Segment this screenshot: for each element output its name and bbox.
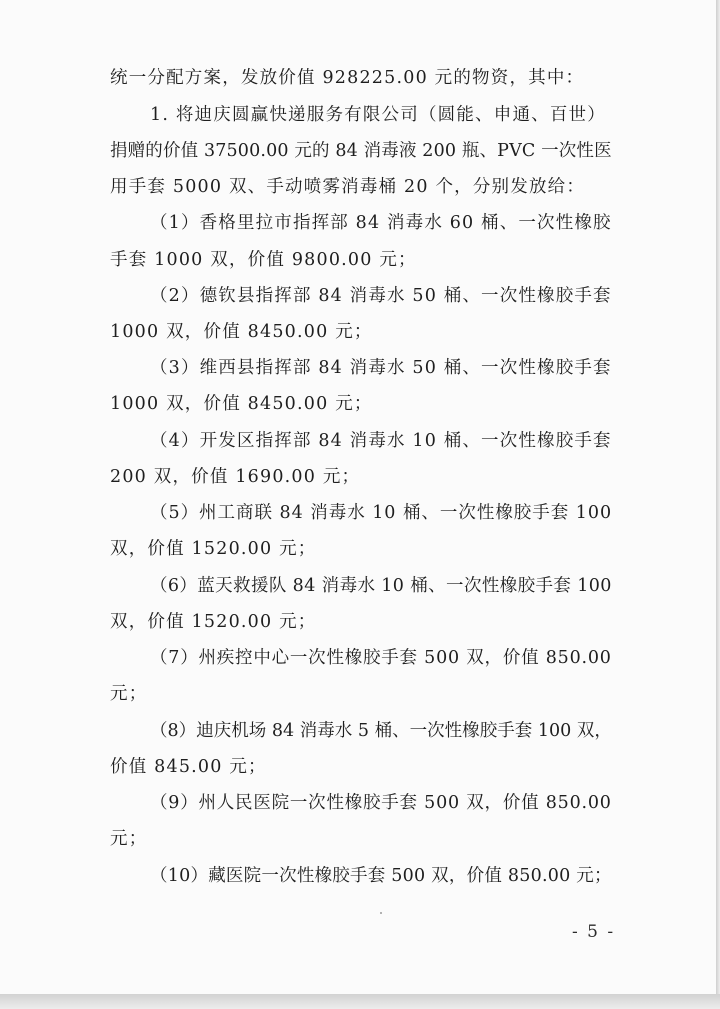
text-line: 1000 双，价值 8450.00 元； bbox=[110, 394, 373, 414]
text-line: 价值 845.00 元； bbox=[110, 757, 267, 777]
text-line: （7）州疾控中心一次性橡胶手套 500 双，价值 850.00 bbox=[150, 648, 612, 668]
text-line: 手套 1000 双，价值 9800.00 元； bbox=[110, 250, 417, 270]
text-line: 元； bbox=[110, 684, 148, 704]
page-shadow-bottom bbox=[0, 994, 720, 1009]
text-line: （8）迪庆机场 84 消毒水 5 桶、一次性橡胶手套 100 双， bbox=[150, 721, 612, 741]
text-line: 1. 将迪庆圆赢快递服务有限公司（圆能、申通、百世） bbox=[150, 105, 606, 125]
text-line: 200 双，价值 1690.00 元； bbox=[110, 467, 361, 487]
text-line: 捐赠的价值 37500.00 元的 84 消毒液 200 瓶、PVC 一次性医 bbox=[110, 141, 612, 161]
text-line: 用手套 5000 双、手动喷雾消毒桶 20 个，分别发放给： bbox=[110, 177, 586, 197]
text-line: （5）州工商联 84 消毒水 10 桶、一次性橡胶手套 100 bbox=[150, 503, 613, 523]
text-line: （3）维西县指挥部 84 消毒水 50 桶、一次性橡胶手套 bbox=[150, 358, 612, 378]
page-shadow-right bbox=[716, 0, 720, 1009]
text-line: 统一分配方案，发放价值 928225.00 元的物资，其中： bbox=[110, 68, 585, 88]
text-line: （9）州人民医院一次性橡胶手套 500 双，价值 850.00 bbox=[150, 793, 612, 813]
scan-speck bbox=[380, 912, 382, 914]
text-line: 元； bbox=[110, 829, 148, 849]
text-line: （6）蓝天救援队 84 消毒水 10 桶、一次性橡胶手套 100 bbox=[150, 576, 612, 596]
text-line: 双，价值 1520.00 元； bbox=[110, 539, 317, 559]
text-line: （2）德钦县指挥部 84 消毒水 50 桶、一次性橡胶手套 bbox=[150, 286, 612, 306]
page-number: - 5 - bbox=[572, 922, 616, 942]
text-line: （1）香格里拉市指挥部 84 消毒水 60 桶、一次性橡胶 bbox=[150, 213, 612, 233]
text-line: （4）开发区指挥部 84 消毒水 10 桶、一次性橡胶手套 bbox=[150, 431, 612, 451]
text-line: （10）藏医院一次性橡胶手套 500 双，价值 850.00 元； bbox=[150, 866, 612, 886]
text-line: 双，价值 1520.00 元； bbox=[110, 612, 317, 632]
text-line: 1000 双，价值 8450.00 元； bbox=[110, 322, 373, 342]
